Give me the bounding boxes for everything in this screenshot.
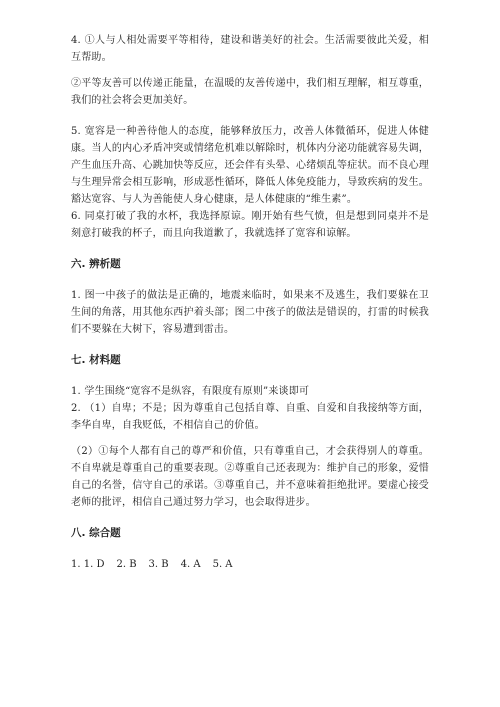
section-7-answer-2-part-2: （2）①每个人都有自己的尊严和价值，只有尊重自己，才会获得别人的尊重。不自卑就是尊重自己的重要表现。②尊重自己还表现为：维护自己的形象，爱惜自己的名誉，信守自己的承诺。③尊重自己，并不意味着拒绝批评。要虚心接受老师的批评，相信自己通过努力学习，也会取得进步。 xyxy=(71,446,429,508)
q6-paragraph: 6. 同桌打破了我的水杯，我选择原谅。刚开始有些气愤，但是想到同桌并不是刻意打破我的杯子，而且向我道歉了，我就选择了宽容和谅解。 xyxy=(71,211,429,239)
section-6-heading: 六. 辨析题 xyxy=(71,258,121,270)
section-8-answers xyxy=(71,556,429,573)
q4-paragraph-1: 4. ①人与人相处需要平等相待，建设和谐美好的社会。生活需要彼此关爱，相互帮助。 xyxy=(71,35,429,63)
answer-page xyxy=(71,32,429,573)
section-6-answer-1: 1. 图一中孩子的做法是正确的，地震来临时，如果来不及逃生，我们要躲在卫生间的角落，用其他东西护着头部；图二中孩子的做法是错误的，打雷的时候我们不要躲在大树下，容易遭到雷击。 xyxy=(71,290,429,335)
answer-3: 3. B xyxy=(148,559,169,570)
section-7-answer-2: 2. （1）自卑；不是；因为尊重自己包括自尊、自重、自爱和自我接纳等方面，李华自卑，自我贬低，不相信自己的价值。 xyxy=(71,403,429,431)
answer-2: 2. B xyxy=(116,559,137,570)
q5-paragraph: 5. 宽容是一种善待他人的态度，能够释放压力，改善人体微循环，促进人体健康。当人的内心矛盾冲突或情绪危机难以解除时，机体内分泌功能就容易失调，产生血压升高、心跳加快等反应，还会伴有头晕、心绪烦乱等症状。而不良心理与生理异常会相互影响，形成恶性循环，降低人体免疫能力，导致疾病的发生。豁达宽容、与人为善能使人身心健康，是人体健康的“维生素”。 xyxy=(71,126,429,205)
section-7-answer-1: 1. 学生围绕“宽容不是纵容，有限度有原则”来谈即可 xyxy=(71,386,310,397)
section-7-heading: 七. 材料题 xyxy=(71,354,121,366)
section-8-heading: 八. 综合题 xyxy=(71,527,121,539)
q4-paragraph-2: ②平等友善可以传递正能量，在温暖的友善传递中，我们相互理解，相互尊重，我们的社会将会更加美好。 xyxy=(71,78,429,106)
answer-5: 5. A xyxy=(212,559,233,570)
answer-1: 1. 1. D xyxy=(71,559,105,570)
answer-4: 4. A xyxy=(180,559,201,570)
